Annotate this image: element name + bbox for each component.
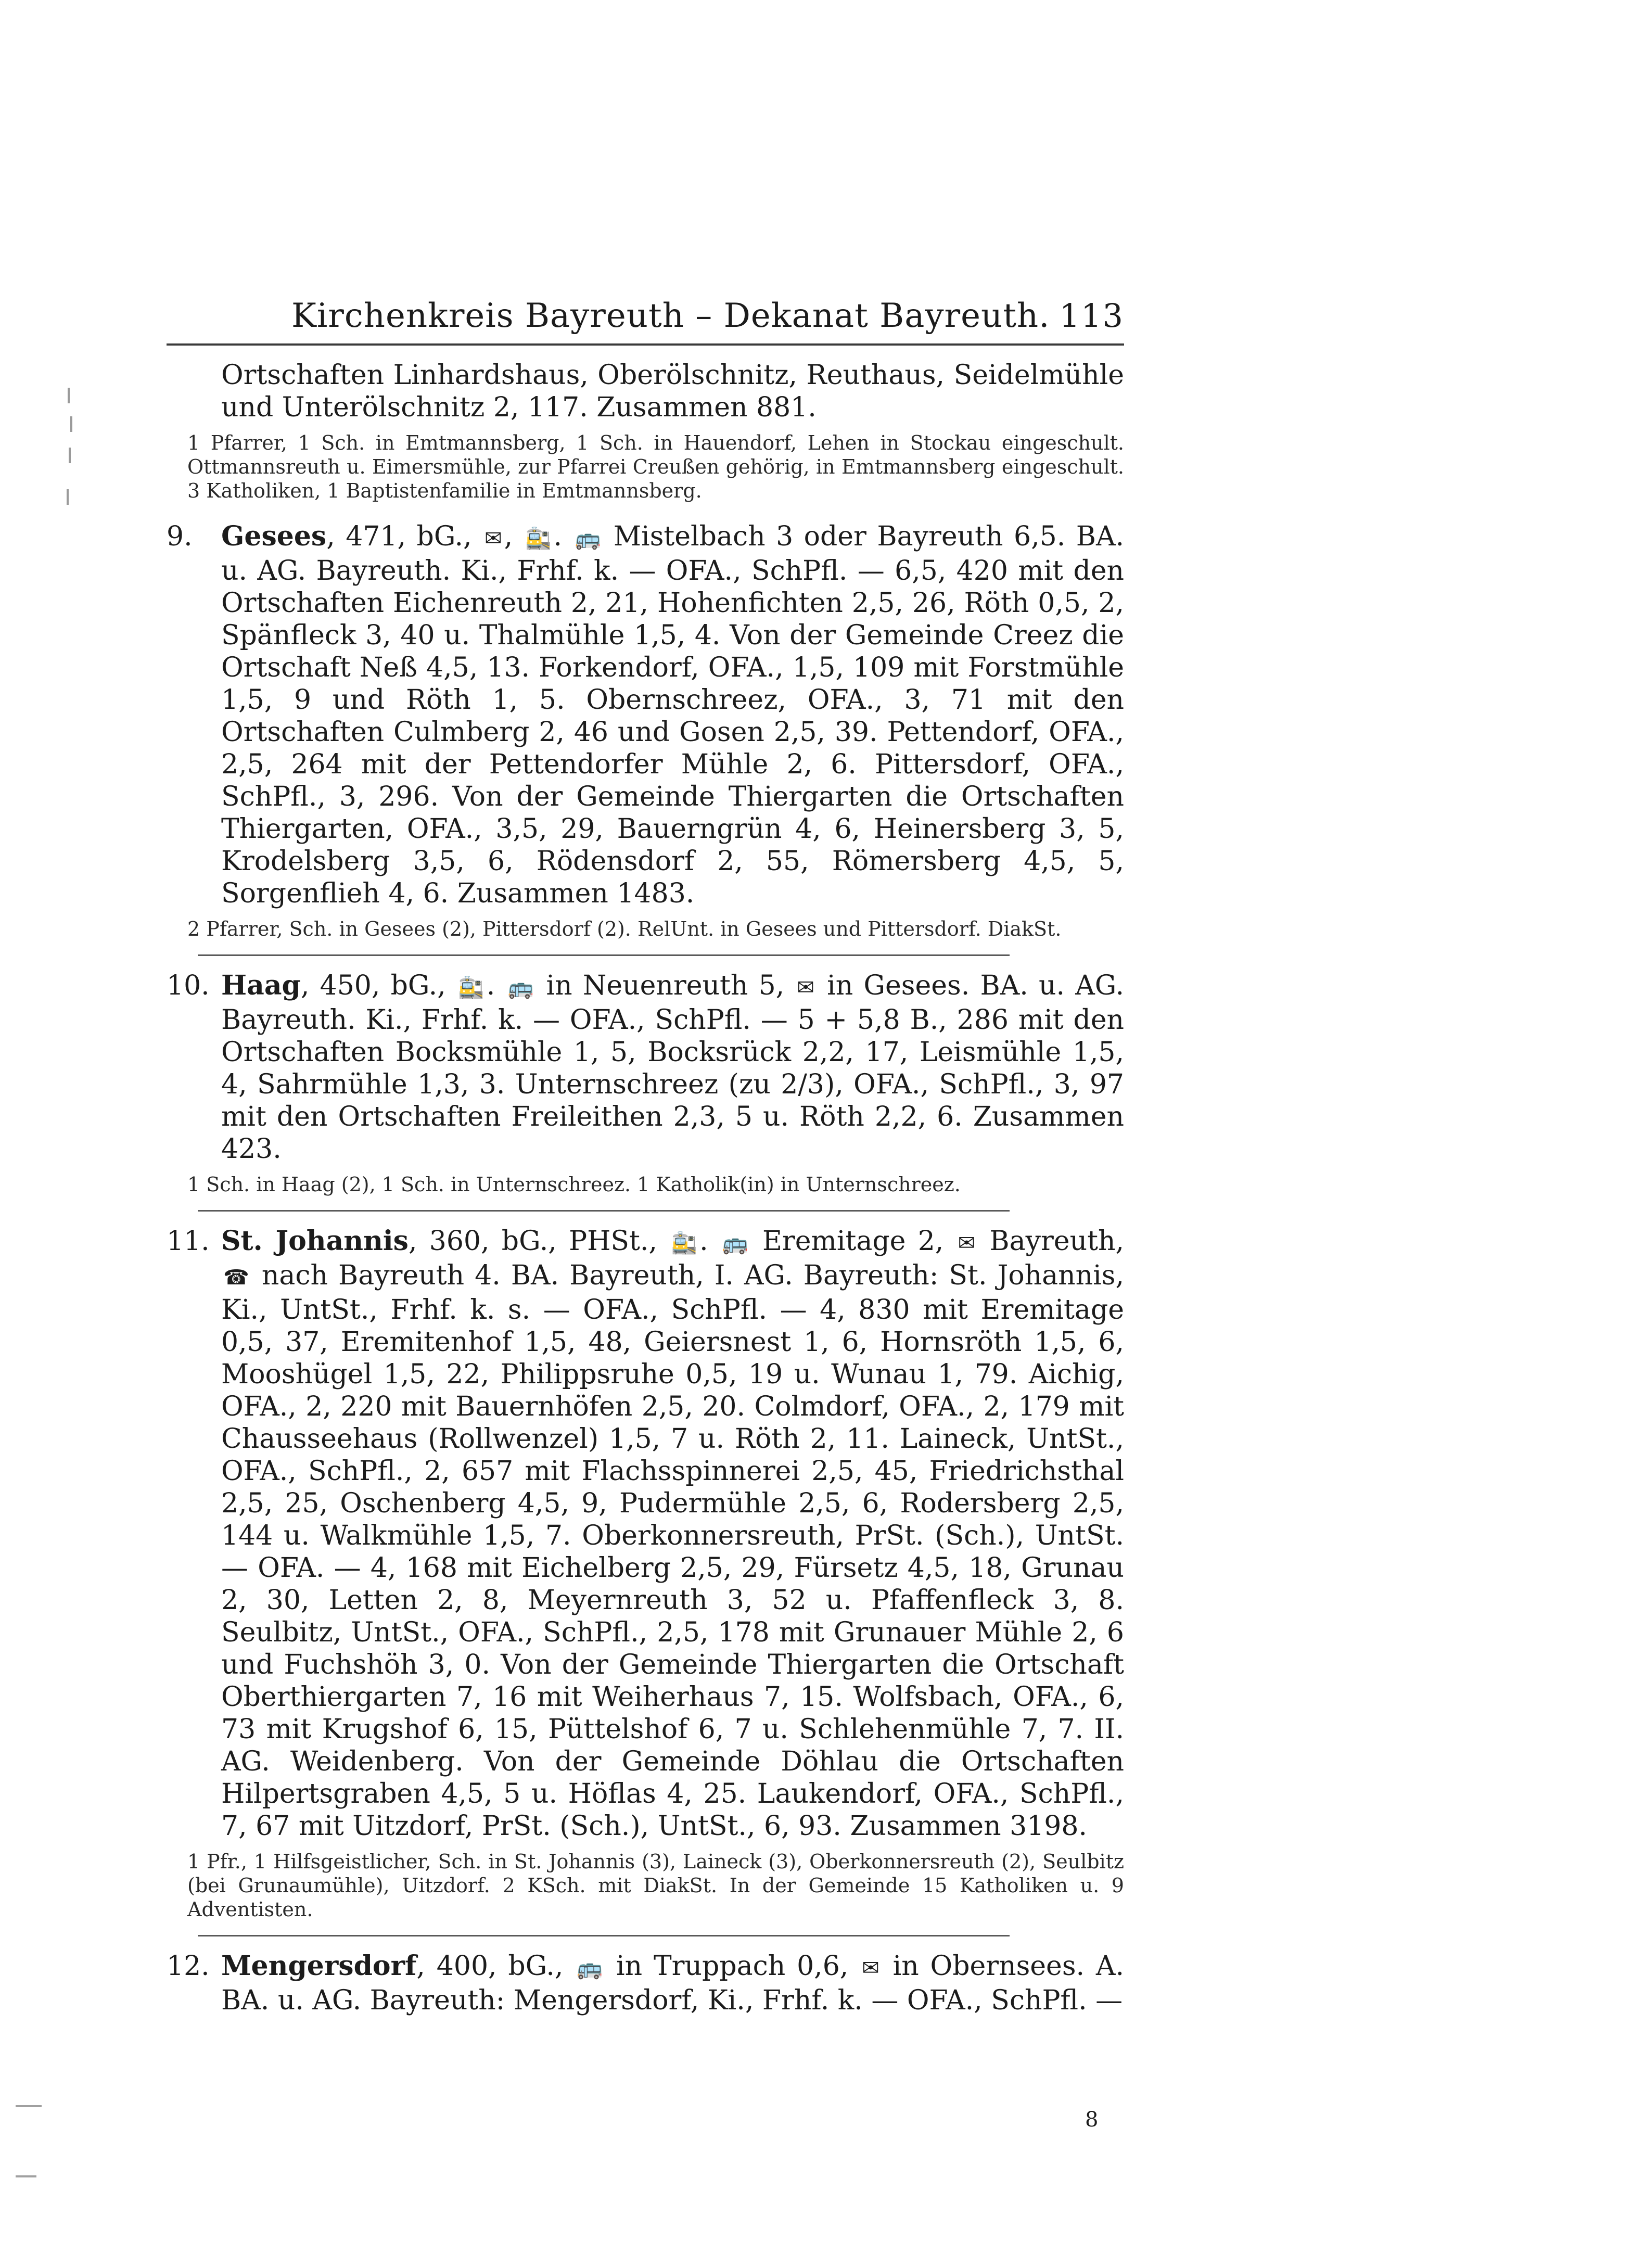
railway-station-icon: 🚉 <box>525 527 552 551</box>
entry-st-johannis <box>167 1225 1124 1842</box>
entry-text-segment: in Neuenreuth 5, <box>535 970 795 1001</box>
entry-note: 1 Pfr., 1 Hilfsgeistlicher, Sch. in St. Johannis (3), Laineck (3), Oberkonnersreuth (2), Seulbitz (bei Grunaumühle), Uitzdorf. 2 KSch. mit DiakSt. In der Gemeinde 15 Katholiken u. 9 Adventisten. <box>187 1850 1124 1921</box>
telegraph-icon: ☎ <box>223 1266 249 1290</box>
entry-text-segment: , 471, bG., <box>326 521 483 552</box>
entry-text-segment: Eremitage 2, <box>750 1226 956 1257</box>
post-office-icon: ✉ <box>862 1956 879 1980</box>
entry-text: St. Johannis, 360, bG., PHSt., 🚉. 🚌 Eremitage 2, ✉ Bayreuth, ☎ nach Bayreuth 4. BA. Bayreuth, I. AG. Bayreuth: St. Johannis, Ki., UntSt., Frhf. k. s. — OFA., SchPfl. — 4, 830 mit Eremitage 0,5, 37, Eremitenhof 1,5, 48, Geiersnest 1, 6, Hornsröth 1,5, 6, Mooshügel 1,5, 22, Philippsruhe 0,5, 19 u. Wunau 1, 79. Aichig, OFA., 2, 220 mit Bauernhöfen 2,5, 20. Colmdorf, OFA., 2, 179 mit Chausseehaus (Rollwenzel) 1,5, 7 u. Röth 2, 11. Laineck, UntSt., OFA., SchPfl., 2, 657 mit Flachsspinnerei 2,5, 45, Friedrichsthal 2,5, 25, Oschenberg 4,5, 9, Pudermühle 2,5, 6, Rodersberg 2,5, 144 u. Walkmühle 1,5, 7. Oberkonnersreuth, PrSt. (Sch.), UntSt. — OFA. — 4, 168 mit Eichelberg 2,5, 29, Fürsetz 4,5, 18, Grunau 2, 30, Letten 2, 8, Meyernreuth 3, 52 u. Pfaffenfleck 3, 8. Seulbitz, UntSt., OFA., SchPfl., 2,5, 178 mit Grunauer Mühle 2, 6 und Fuchshöh 3, 0. Von der Gemeinde Thiergarten die Ortschaft Oberthiergarten 7, 16 mit Weiherhaus 7, 15. Wolfsbach, OFA., 6, 73 mit Krugshof 6, 15, Püttelshof 6, 7 u. Schlehenmühle 7, 7. II. AG. Weidenberg. Von der Gemeinde Döhlau die Ortschaften Hilpertsgraben 4,5, 5 u. Höflas 4, 25. Laukendorf, OFA., SchPfl., 7, 67 mit Uitzdorf, PrSt. (Sch.), UntSt., 6, 93. Zusammen 3198. <box>221 1225 1124 1842</box>
bus-route-icon: 🚌 <box>577 1956 603 1980</box>
entry-text-segment: Bayreuth, <box>977 1226 1124 1257</box>
margin-dash <box>16 2175 36 2177</box>
entry-number: 12. <box>167 1951 210 1982</box>
header-rule <box>167 343 1124 346</box>
continuation-note: 1 Pfarrer, 1 Sch. in Emtmannsberg, 1 Sch. in Hauendorf, Lehen in Stockau eingeschult. Ottmannsreuth u. Eimersmühle, zur Pfarrei Creußen gehörig, in Emtmannsberg eingeschult. 3 Katholiken, 1 Baptistenfamilie in Emtmannsberg. <box>187 431 1124 502</box>
margin-dash <box>16 2105 42 2107</box>
entry-gesees <box>167 520 1124 910</box>
entry-text-segment: , 400, bG., <box>416 1951 575 1982</box>
running-head <box>291 299 1124 333</box>
margin-mark <box>68 388 75 403</box>
entry-continuation <box>167 359 1124 424</box>
entry-number: 10. <box>167 970 210 1001</box>
divider-rule <box>198 1935 1010 1936</box>
page-number: 113 <box>1059 297 1124 335</box>
signature-mark: 8 <box>1085 2108 1099 2132</box>
margin-mark <box>67 489 74 505</box>
continuation-text: Ortschaften Linhardshaus, Oberölschnitz, Reuthaus, Seidelmühle und Unterölschnitz 2, 117. Zusammen 881. <box>221 360 1124 423</box>
entry-note: 2 Pfarrer, Sch. in Gesees (2), Pittersdorf (2). RelUnt. in Gesees und Pittersdorf. DiakSt. <box>187 918 1062 940</box>
entry-note: 1 Sch. in Haag (2), 1 Sch. in Unternschreez. 1 Katholik(in) in Unternschreez. <box>187 1173 961 1196</box>
entry-name: St. Johannis <box>221 1225 409 1257</box>
main-column <box>167 359 1124 2017</box>
running-head-title: Kirchenkreis Bayreuth – Dekanat Bayreuth. <box>291 297 1050 335</box>
entry-name: Mengersdorf <box>221 1950 417 1982</box>
divider-rule <box>198 954 1010 956</box>
entry-text: Gesees, 471, bG., ✉, 🚉. 🚌 Mistelbach 3 oder Bayreuth 6,5. BA. u. AG. Bayreuth. Ki., Frhf. k. — OFA., SchPfl. — 6,5, 420 mit den Ortschaften Eichenreuth 2, 21, Hohenfichten 2,5, 26, Röth 0,5, 2, Spänfleck 3, 40 u. Thalmühle 1,5, 4. Von der Gemeinde Creez die Ortschaft Neß 4,5, 13. Forkendorf, OFA., 1,5, 109 mit Forstmühle 1,5, 9 und Röth 1, 5. Obernschreez, OFA., 3, 71 mit den Ortschaften Culmberg 2, 46 und Gosen 2,5, 39. Pettendorf, OFA., 2,5, 264 mit der Pettendorfer Mühle 2, 6. Pittersdorf, OFA., SchPfl., 3, 296. Von der Gemeinde Thiergarten die Ortschaften Thiergarten, OFA., 3,5, 29, Bauerngrün 4, 6, Heinersberg 3, 5, Krodelsberg 3,5, 6, Rödensdorf 2, 55, Römersberg 4,5, 5, Sorgenflieh 4, 6. Zusammen 1483. <box>221 520 1125 909</box>
post-office-icon: ✉ <box>797 976 814 1000</box>
bus-route-icon: 🚌 <box>575 527 601 551</box>
bus-route-icon: 🚌 <box>507 976 534 1000</box>
entry-text-segment: , 450, bG., <box>300 970 456 1001</box>
railway-station-icon: 🚉 <box>671 1231 698 1255</box>
margin-mark <box>70 416 78 432</box>
entry-number: 9. <box>167 521 193 552</box>
entry-text-segment: , 360, bG., PHSt., <box>408 1226 670 1257</box>
entry-text-segment: nach Bayreuth 4. BA. Bayreuth, I. AG. Bayreuth: St. Johannis, Ki., UntSt., Frhf. k. s. — OFA., SchPfl. — 4, 830 mit Eremitage 0,5, 37, Eremitenhof 1,5, 48, Geiersnest 1, 6, Hornsröth 1,5, 6, Mooshügel 1,5, 22, Philippsruhe 0,5, 19 u. Wunau 1, 79. Aichig, OFA., 2, 220 mit Bauernhöfen 2,5, 20. Colmdorf, OFA., 2, 179 mit Chausseehaus (Rollwenzel) 1,5, 7 u. Röth 2, 11. Laineck, UntSt., OFA., SchPfl., 2, 657 mit Flachsspinnerei 2,5, 45, Friedrichsthal 2,5, 25, Oschenberg 4,5, 9, Pudermühle 2,5, 6, Rodersberg 2,5, 144 u. Walkmühle 1,5, 7. Oberkonnersreuth, PrSt. (Sch.), UntSt. — OFA. — 4, 168 mit Eichelberg 2,5, 29, Fürsetz 4,5, 18, Grunau 2, 30, Letten 2, 8, Meyernreuth 3, 52 u. Pfaffenfleck 3, 8. Seulbitz, UntSt., OFA., SchPfl., 2,5, 178 mit Grunauer Mühle 2, 6 und Fuchshöh 3, 0. Von der Gemeinde Thiergarten die Ortschaft Oberthiergarten 7, 16 mit Weiherhaus 7, 15. Wolfsbach, OFA., 6, 73 mit Krugshof 6, 15, Püttelshof 6, 7 u. Schlehenmühle 7, 7. II. AG. Weidenberg. Von der Gemeinde Döhlau die Ortschaften Hilpertsgraben 4,5, 5 u. Höflas 4, 25. Laukendorf, OFA., SchPfl., 7, 67 mit Uitzdorf, PrSt. (Sch.), UntSt., 6, 93. Zusammen 3198. <box>221 1260 1124 1842</box>
bus-route-icon: 🚌 <box>722 1231 748 1255</box>
entry-name: Gesees <box>221 520 327 552</box>
entry-mengersdorf <box>167 1950 1124 2017</box>
divider-rule <box>198 1210 1010 1212</box>
post-office-icon: ✉ <box>484 527 502 551</box>
entry-text-segment: in Truppach 0,6, <box>605 1951 860 1982</box>
post-office-icon: ✉ <box>958 1231 976 1255</box>
entry-name: Haag <box>221 970 301 1001</box>
entry-text-segment: Mistelbach 3 oder Bayreuth 6,5. BA. u. AG. Bayreuth. Ki., Frhf. k. — OFA., SchPfl. — 6,5, 420 mit den Ortschaften Eichenreuth 2, 21, Hohenfichten 2,5, 26, Röth 0,5, 2, Spänfleck 3, 40 u. Thalmühle 1,5, 4. Von der Gemeinde Creez die Ortschaft Neß 4,5, 13. Forkendorf, OFA., 1,5, 109 mit Forstmühle 1,5, 9 und Röth 1, 5. Obernschreez, OFA., 3, 71 mit den Ortschaften Culmberg 2, 46 und Gosen 2,5, 39. Pettendorf, OFA., 2,5, 264 mit der Pettendorfer Mühle 2, 6. Pittersdorf, OFA., SchPfl., 3, 296. Von der Gemeinde Thiergarten die Ortschaften Thiergarten, OFA., 3,5, 29, Bauerngrün 4, 6, Heinersberg 3, 5, Krodelsberg 3,5, 6, Rödensdorf 2, 55, Römersberg 4,5, 5, Sorgenflieh 4, 6. Zusammen 1483. <box>221 521 1125 909</box>
entry-number: 11. <box>167 1226 210 1257</box>
margin-mark <box>69 448 76 463</box>
entry-text-segment: in Gesees. BA. u. AG. Bayreuth. Ki., Frhf. k. — OFA., SchPfl. — 5 + 5,8 B., 286 mit den Ortschaften Bocksmühle 1, 5, Bocksrück 2,2, 17, Leismühle 1,5, 4, Sahrmühle 1,3, 3. Unternschreez (zu 2/3), OFA., SchPfl., 3, 97 mit den Ortschaften Freileithen 2,3, 5 u. Röth 2,2, 6. Zusammen 423. <box>221 970 1124 1165</box>
railway-station-icon: 🚉 <box>458 976 484 1000</box>
entry-text: Haag, 450, bG., 🚉. 🚌 in Neuenreuth 5, ✉ in Gesees. BA. u. AG. Bayreuth. Ki., Frhf. k. — OFA., SchPfl. — 5 + 5,8 B., 286 mit den Ortschaften Bocksmühle 1, 5, Bocksrück 2,2, 17, Leismühle 1,5, 4, Sahrmühle 1,3, 3. Unternschreez (zu 2/3), OFA., SchPfl., 3, 97 mit den Ortschaften Freileithen 2,3, 5 u. Röth 2,2, 6. Zusammen 423. <box>221 970 1124 1165</box>
entry-haag <box>167 970 1124 1165</box>
entry-text-segment: in Obernsees. A. BA. u. AG. Bayreuth: Mengersdorf, Ki., Frhf. k. — OFA., SchPfl. — <box>221 1951 1124 2016</box>
entry-text <box>221 1950 1124 2017</box>
